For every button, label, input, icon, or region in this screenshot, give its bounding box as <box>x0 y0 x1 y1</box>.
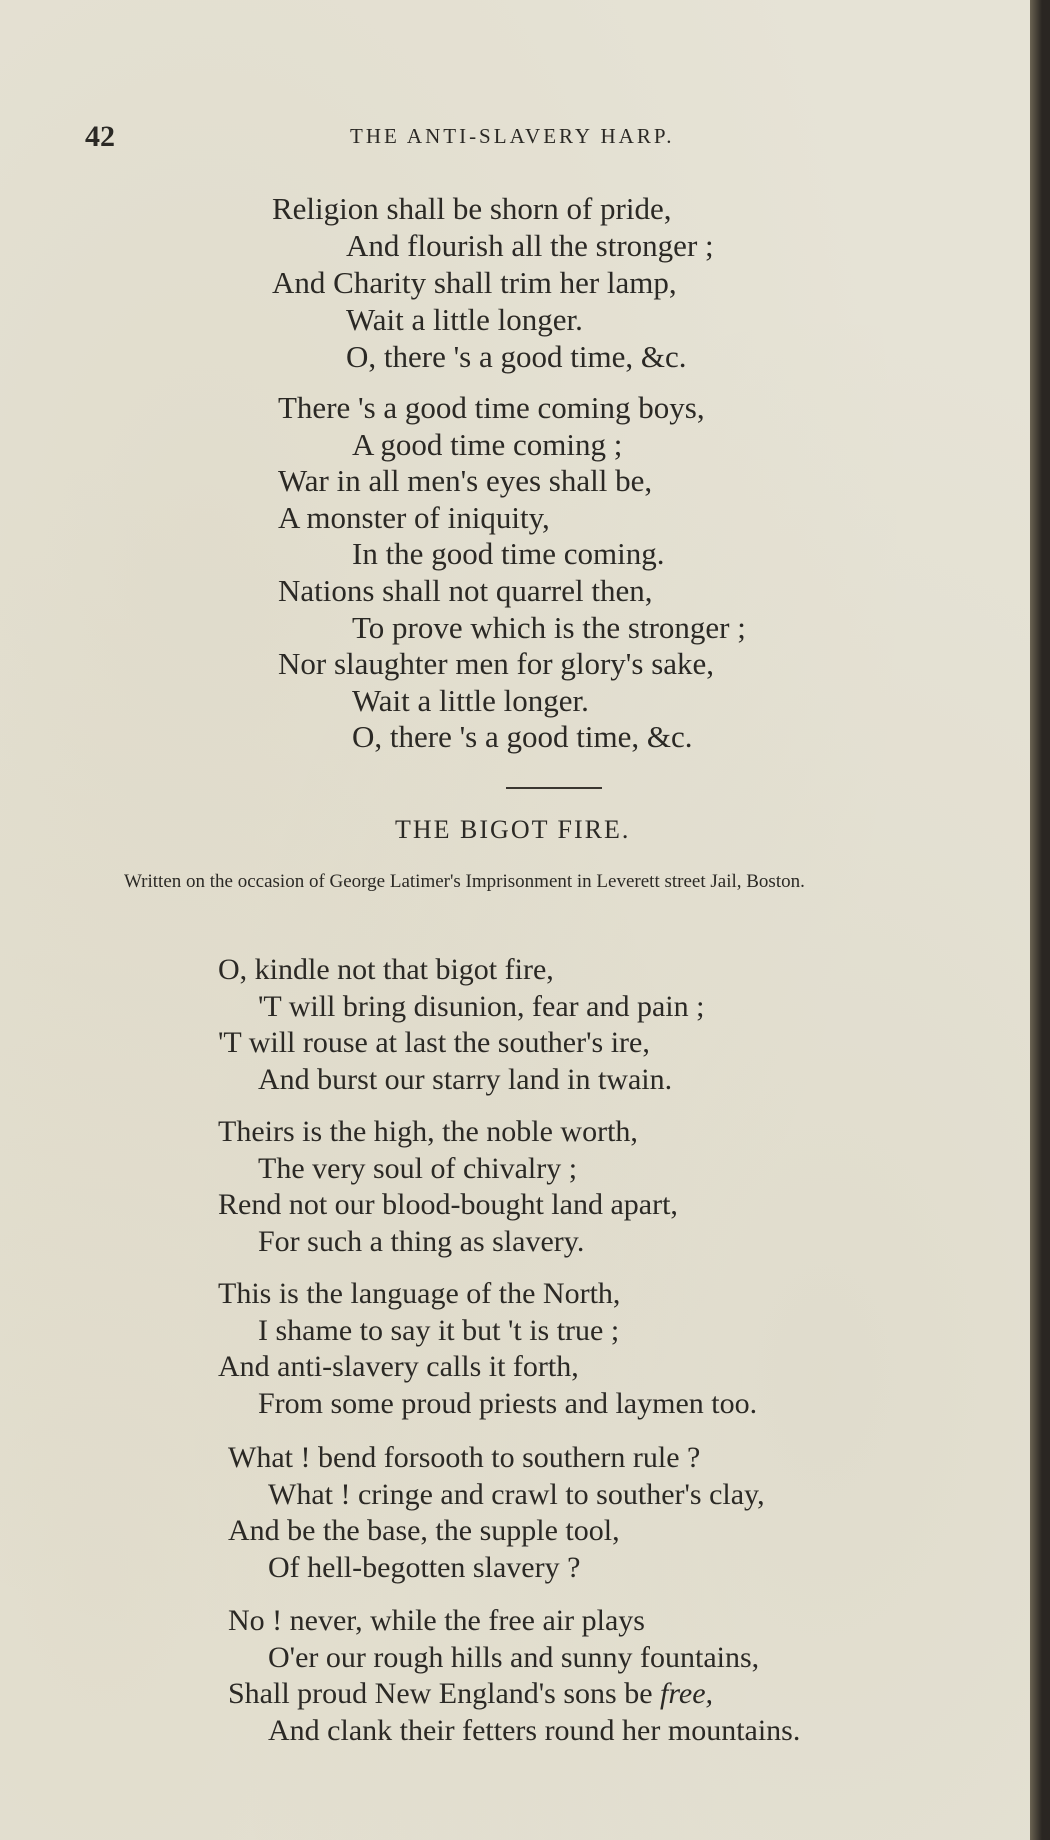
verse-line: What ! bend forsooth to southern rule ? <box>228 1441 701 1474</box>
verse-line: A good time coming ; <box>352 426 623 462</box>
poem-stanza <box>218 952 704 1098</box>
verse-line: Wait a little longer. <box>352 682 589 718</box>
verse-line: Religion shall be shorn of pride, <box>272 191 672 226</box>
page-number: 42 <box>85 120 115 153</box>
verse-line: To prove which is the stronger ; <box>352 609 746 645</box>
verse-line: And be the base, the supple tool, <box>228 1514 620 1547</box>
verse-line: And Charity shall trim her lamp, <box>272 265 677 300</box>
poem-stanza <box>228 1440 765 1586</box>
verse-line-text: Shall proud New England's sons be <box>228 1677 661 1710</box>
verse-line: Rend not our blood-bought land apart, <box>218 1188 678 1221</box>
verse-line: I shame to say it but 't is true ; <box>258 1313 620 1347</box>
verse-line: Nations shall not quarrel then, <box>278 572 653 608</box>
verse-line: O'er our rough hills and sunny fountains, <box>268 1640 760 1674</box>
book-edge-shadow <box>1030 0 1050 1840</box>
running-title: THE ANTI-SLAVERY HARP. <box>350 124 675 148</box>
verse-line: And anti-slavery calls it forth, <box>218 1350 579 1383</box>
verse-line: This is the language of the North, <box>218 1277 621 1310</box>
continued-stanza <box>272 190 714 375</box>
running-head <box>85 120 985 160</box>
poem-stanza <box>218 1114 678 1260</box>
verse-line: Theirs is the high, the noble worth, <box>218 1115 638 1148</box>
poem-subtitle: Written on the occasion of George Latimer's Imprisonment in Leverett street Jail, Boston. <box>124 871 805 892</box>
poem-stanza <box>218 1276 757 1422</box>
verse-line <box>228 1676 800 1713</box>
verse-line: Of hell-begotten slavery ? <box>268 1550 581 1584</box>
verse-line: From some proud priests and laymen too. <box>258 1386 758 1420</box>
verse-line: What ! cringe and crawl to souther's clay, <box>268 1477 765 1511</box>
verse-line: And burst our starry land in twain. <box>258 1062 673 1096</box>
verse-line: Nor slaughter men for glory's sake, <box>278 646 715 682</box>
verse-line: And flourish all the stronger ; <box>346 228 714 263</box>
refrain-line: O, there 's a good time, &c. <box>346 339 687 374</box>
continued-stanza <box>278 390 746 756</box>
verse-line: In the good time coming. <box>352 536 665 572</box>
refrain-line: O, there 's a good time, &c. <box>352 719 693 755</box>
verse-line: There 's a good time coming boys, <box>278 390 705 425</box>
poem-stanza <box>228 1603 800 1749</box>
verse-line: A monster of iniquity, <box>278 499 550 535</box>
verse-line: O, kindle not that bigot fire, <box>218 953 554 986</box>
section-divider <box>506 787 602 789</box>
verse-line: The very soul of chivalry ; <box>258 1151 578 1185</box>
verse-line: For such a thing as slavery. <box>258 1224 585 1258</box>
verse-line: War in all men's eyes shall be, <box>278 463 653 499</box>
verse-line: And clank their fetters round her mountains. <box>268 1713 801 1747</box>
verse-line: Wait a little longer. <box>346 302 583 337</box>
verse-line: 'T will rouse at last the souther's ire, <box>218 1026 650 1059</box>
poem-title: THE BIGOT FIRE. <box>395 815 631 844</box>
emphasis-word: free, <box>660 1677 714 1710</box>
verse-line: No ! never, while the free air plays <box>228 1604 645 1637</box>
verse-line: 'T will bring disunion, fear and pain ; <box>258 989 705 1023</box>
